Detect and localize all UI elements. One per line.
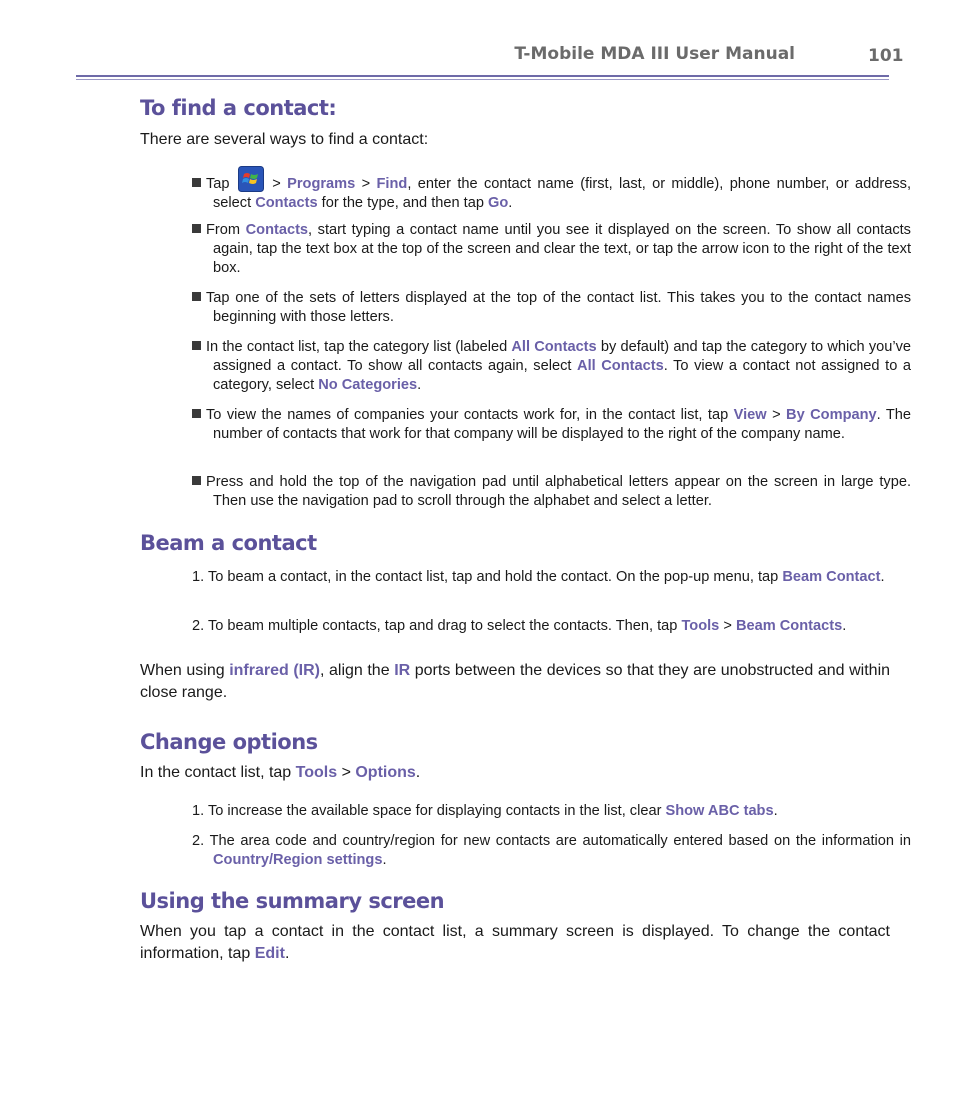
list-item: 1. To increase the available space for displaying contacts in the list, clear Show ABC tabs. — [192, 803, 778, 819]
list-item: To view the names of companies your contacts work for, in the contact list, tap View > By Company. The number of contacts that work for that company will be displayed to the right of the company name. — [192, 406, 911, 444]
manual-title: T-Mobile MDA III User Manual — [514, 44, 795, 64]
square-bullet-icon — [192, 476, 201, 485]
list-item: 1. To beam a contact, in the contact list, tap and hold the contact. On the pop-up menu, tap Beam Contact. — [192, 569, 885, 585]
list-item: From Contacts, start typing a contact name until you see it displayed on the screen. To show all contacts again, tap the text box at the top of the screen and clear the text, or tap the arrow icon to the right of the text box. — [192, 221, 911, 278]
square-bullet-icon — [192, 178, 201, 187]
section-heading-beam: Beam a contact — [140, 531, 317, 555]
options-intro: In the contact list, tap Tools > Options. — [140, 764, 421, 781]
section-heading-summary: Using the summary screen — [140, 889, 445, 913]
beam-note: When using infrared (IR), align the IR ports between the devices so that they are unobstructed and within close range. — [140, 662, 891, 701]
header-rule — [76, 75, 889, 77]
list-item: 2. To beam multiple contacts, tap and drag to select the contacts. Then, tap Tools > Beam Contacts. — [192, 618, 847, 634]
page-number: 101 — [868, 46, 904, 66]
list-item: 2. The area code and country/region for new contacts are automatically entered based on the information in Country/Region settings. — [192, 833, 911, 868]
section-heading-options: Change options — [140, 730, 318, 754]
section-heading-find: To find a contact: — [140, 96, 337, 120]
square-bullet-icon — [192, 341, 201, 350]
summary-body: When you tap a contact in the contact list, a summary screen is displayed. To change the contact information, tap Edit. — [140, 923, 890, 962]
windows-start-icon — [238, 166, 264, 192]
square-bullet-icon — [192, 409, 201, 418]
list-item: In the contact list, tap the category list (labeled All Contacts by default) and tap the category to which you’ve assigned a contact. To show all contacts again, select All Contacts. To view a contact not assigned to a category, select No Categories. — [192, 338, 911, 395]
list-item: Press and hold the top of the navigation pad until alphabetical letters appear on the screen in large type. Then use the navigation pad to scroll through the alphabet and select a letter. — [192, 473, 911, 511]
list-item: Tap one of the sets of letters displayed at the top of the contact list. This takes you to the contact names beginning with those letters. — [192, 289, 911, 327]
square-bullet-icon — [192, 224, 201, 233]
square-bullet-icon — [192, 292, 201, 301]
header-rule-thin — [76, 79, 889, 80]
list-item: Tap > Programs > Find, enter the contact name (first, last, or middle), phone number, or address, select Contacts for the type, and then tap Go. — [192, 166, 911, 213]
find-intro: There are several ways to find a contact: — [140, 131, 429, 148]
